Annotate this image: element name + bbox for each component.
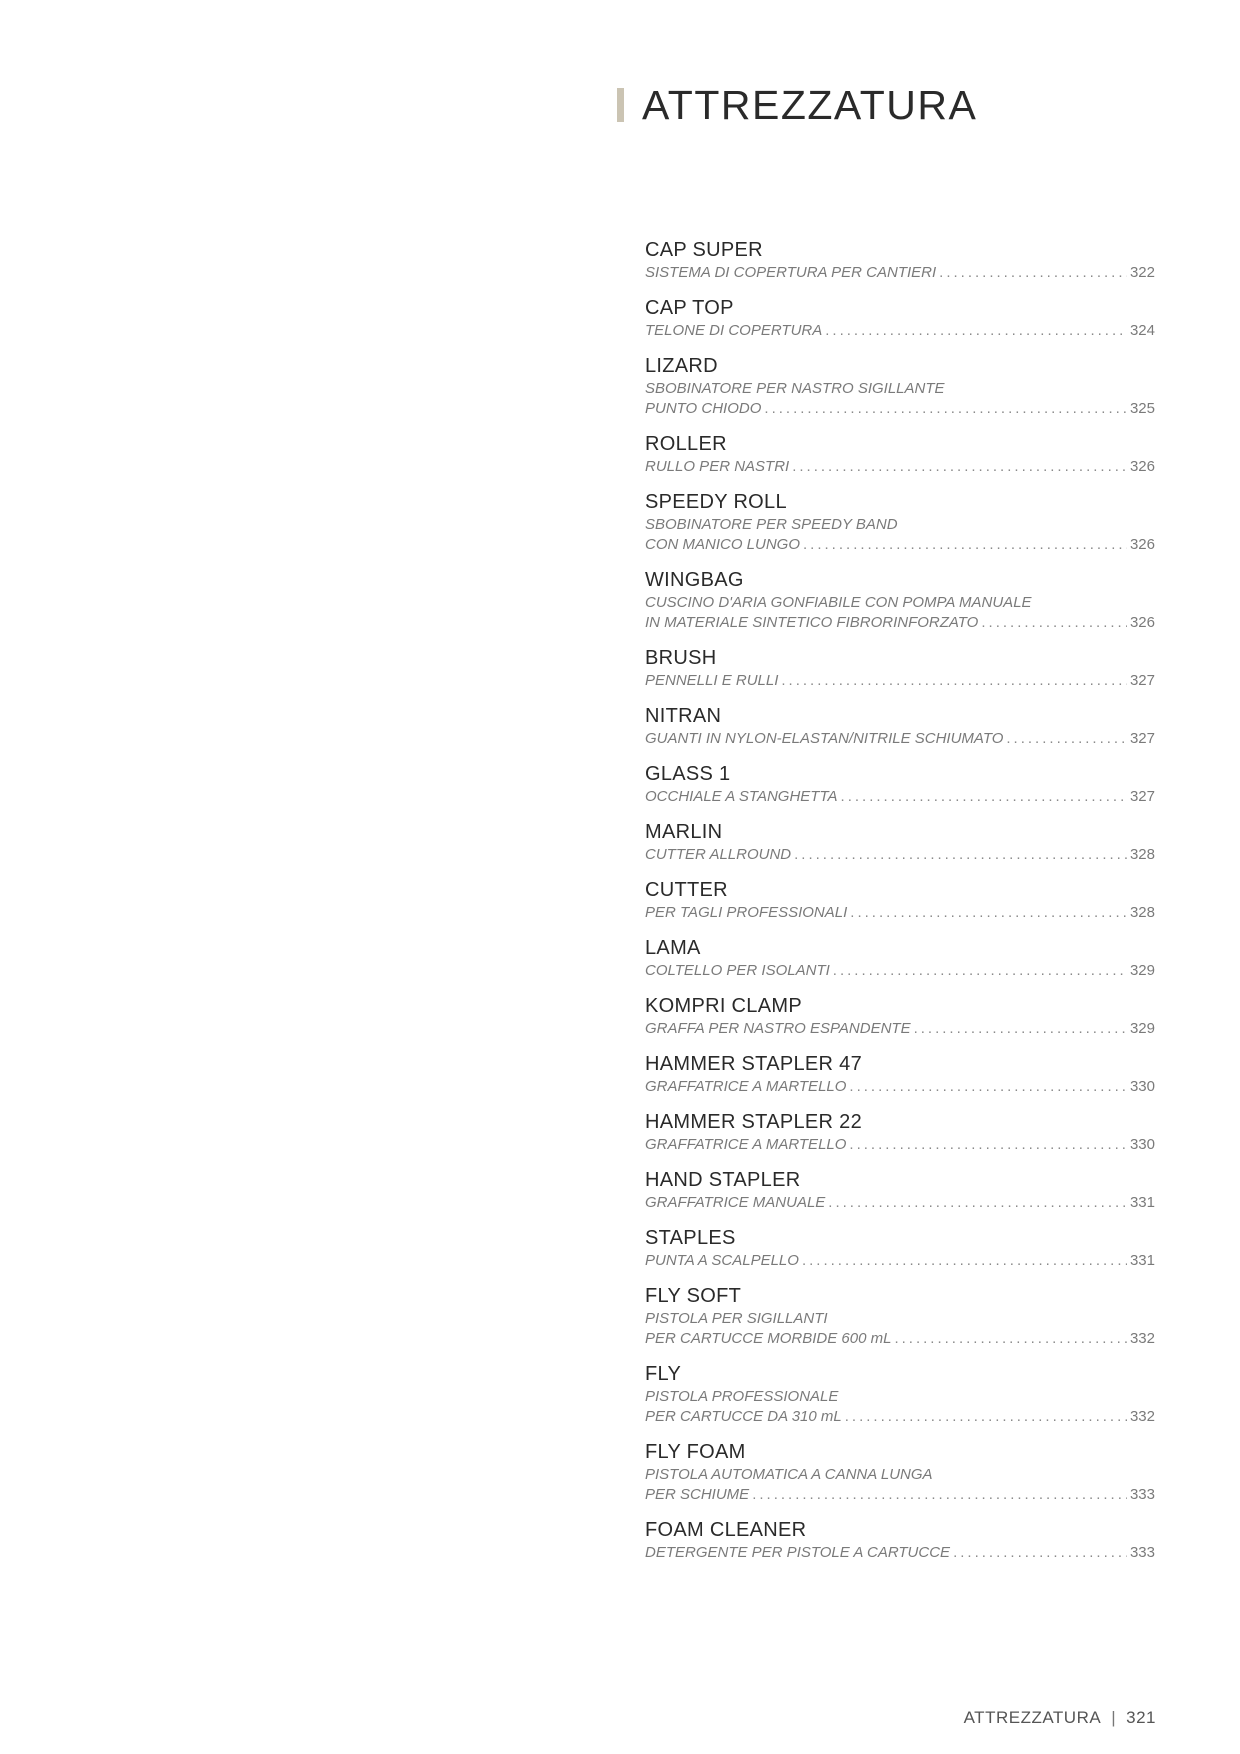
toc-entry-description-line: PER CARTUCCE MORBIDE 600 mL <box>645 1330 892 1347</box>
toc-entry-description <box>645 961 1155 981</box>
toc-entry-description-line: PENNELLI E RULLI <box>645 672 779 689</box>
toc-entry-description-line: PUNTO CHIODO <box>645 400 762 417</box>
toc-entry-description <box>645 379 1155 419</box>
toc-entry[interactable] <box>645 1284 1155 1349</box>
toc-entry[interactable] <box>645 238 1155 283</box>
toc-entry-title: FLY <box>645 1363 682 1385</box>
toc-entry-title: HAMMER STAPLER 22 <box>645 1111 863 1133</box>
toc-entry-page-number[interactable]: 324 <box>1129 322 1155 339</box>
toc-entry-description <box>645 1193 1155 1213</box>
toc-entry-title: HAND STAPLER <box>645 1169 801 1191</box>
toc-entry-leader-row <box>645 1193 1155 1213</box>
toc-entry-description <box>645 1019 1155 1039</box>
toc-entry-leader-row <box>645 787 1155 807</box>
toc-entry-description <box>645 457 1155 477</box>
dot-leader <box>825 321 1127 341</box>
toc-entry-title: STAPLES <box>645 1227 736 1249</box>
dot-leader <box>828 1193 1127 1213</box>
page-footer <box>964 1708 1156 1728</box>
toc-entry-title: MARLIN <box>645 821 723 843</box>
toc-entry-page-number[interactable]: 329 <box>1129 1020 1155 1037</box>
toc-entry-page-number[interactable]: 327 <box>1129 672 1155 689</box>
dot-leader <box>764 399 1127 419</box>
toc-entry-description-line: PUNTA A SCALPELLO <box>645 1252 799 1269</box>
toc-entry-title: LAMA <box>645 937 701 959</box>
toc-entry-title: KOMPRI CLAMP <box>645 995 802 1017</box>
footer-separator: | <box>1111 1708 1117 1727</box>
toc-entry-description-line: SBOBINATORE PER SPEEDY BAND <box>645 516 898 533</box>
toc-entry-title: NITRAN <box>645 705 722 727</box>
dot-leader <box>914 1019 1127 1039</box>
toc-entry-description-line: DETERGENTE PER PISTOLE A CARTUCCE <box>645 1544 951 1561</box>
toc-entry-description-line: GUANTI IN NYLON-ELASTAN/NITRILE SCHIUMATO <box>645 730 1004 747</box>
dot-leader <box>845 1407 1127 1427</box>
toc-entry-description-line: PER SCHIUME <box>645 1486 750 1503</box>
toc-entry-title: FLY SOFT <box>645 1285 742 1307</box>
toc-entry-title: FLY FOAM <box>645 1441 746 1463</box>
dot-leader <box>752 1485 1127 1505</box>
toc-entry-page-number[interactable]: 331 <box>1129 1194 1155 1211</box>
toc-entry-description <box>645 321 1155 341</box>
table-of-contents <box>645 238 1155 1576</box>
page-title: ATTREZZATURA <box>642 82 978 128</box>
toc-entry-description <box>645 729 1155 749</box>
dot-leader <box>802 1251 1127 1271</box>
section-header <box>617 82 977 128</box>
toc-entry[interactable] <box>645 762 1155 807</box>
toc-entry-description-line: CUTTER ALLROUND <box>645 846 792 863</box>
toc-entry-page-number[interactable]: 326 <box>1129 458 1155 475</box>
toc-entry-description-line: CUSCINO D'ARIA GONFIABILE CON POMPA MANUALE <box>645 594 1032 611</box>
toc-entry-page-number[interactable]: 330 <box>1129 1078 1155 1095</box>
toc-entry[interactable] <box>645 820 1155 865</box>
toc-entry-page-number[interactable]: 330 <box>1129 1136 1155 1153</box>
toc-entry-description <box>645 263 1155 283</box>
toc-entry-description-line: PISTOLA PROFESSIONALE <box>645 1388 839 1405</box>
toc-entry-description-line: COLTELLO PER ISOLANTI <box>645 962 830 979</box>
toc-entry-description <box>645 593 1155 633</box>
toc-entry-description-line: OCCHIALE A STANGHETTA <box>645 788 838 805</box>
dot-leader <box>1006 729 1127 749</box>
toc-entry[interactable] <box>645 704 1155 749</box>
toc-entry-page-number[interactable]: 328 <box>1129 904 1155 921</box>
toc-entry-description <box>645 845 1155 865</box>
toc-entry-page-number[interactable]: 328 <box>1129 846 1155 863</box>
toc-entry-leader-row <box>645 845 1155 865</box>
toc-entry-leader-row <box>645 535 1155 555</box>
toc-entry-description-line: GRAFFATRICE A MARTELLO <box>645 1136 847 1153</box>
toc-entry-title: LIZARD <box>645 355 718 377</box>
toc-entry-leader-row <box>645 1329 1155 1349</box>
toc-entry-description <box>645 1543 1155 1563</box>
toc-entry[interactable] <box>645 994 1155 1039</box>
toc-entry-description <box>645 671 1155 691</box>
dot-leader <box>841 787 1127 807</box>
toc-entry[interactable] <box>645 878 1155 923</box>
toc-entry-title: SPEEDY ROLL <box>645 491 787 513</box>
toc-entry-leader-row <box>645 961 1155 981</box>
dot-leader <box>781 671 1127 691</box>
toc-entry-page-number[interactable]: 322 <box>1129 264 1155 281</box>
toc-entry-description-line: PISTOLA AUTOMATICA A CANNA LUNGA <box>645 1466 933 1483</box>
toc-entry-leader-row <box>645 903 1155 923</box>
toc-entry-title: CAP TOP <box>645 297 734 319</box>
toc-entry[interactable] <box>645 432 1155 477</box>
toc-entry-page-number[interactable]: 333 <box>1129 1486 1155 1503</box>
toc-entry-title: BRUSH <box>645 647 717 669</box>
toc-entry[interactable] <box>645 354 1155 419</box>
toc-entry-title: FOAM CLEANER <box>645 1519 807 1541</box>
dot-leader <box>850 903 1127 923</box>
toc-entry[interactable] <box>645 296 1155 341</box>
toc-entry-description <box>645 1135 1155 1155</box>
toc-entry-leader-row <box>645 321 1155 341</box>
toc-entry-leader-row <box>645 1485 1155 1505</box>
toc-entry-leader-row <box>645 1135 1155 1155</box>
toc-entry-leader-row <box>645 1407 1155 1427</box>
dot-leader <box>939 263 1127 283</box>
toc-entry-title: WINGBAG <box>645 569 744 591</box>
toc-entry-description-line: PER CARTUCCE DA 310 mL <box>645 1408 842 1425</box>
toc-entry-description-line: GRAFFATRICE MANUALE <box>645 1194 826 1211</box>
toc-entry-page-number[interactable]: 326 <box>1129 536 1155 553</box>
dot-leader <box>792 457 1127 477</box>
toc-entry-leader-row <box>645 613 1155 633</box>
toc-entry[interactable] <box>645 936 1155 981</box>
toc-entry-leader-row <box>645 671 1155 691</box>
toc-entry-description <box>645 515 1155 555</box>
toc-entry-page-number[interactable]: 327 <box>1129 730 1155 747</box>
toc-entry-description <box>645 903 1155 923</box>
dot-leader <box>849 1077 1127 1097</box>
toc-entry-page-number[interactable]: 329 <box>1129 962 1155 979</box>
dot-leader <box>849 1135 1127 1155</box>
toc-entry[interactable] <box>645 646 1155 691</box>
toc-entry-leader-row <box>645 1019 1155 1039</box>
toc-entry-leader-row <box>645 729 1155 749</box>
dot-leader <box>953 1543 1127 1563</box>
dot-leader <box>981 613 1127 633</box>
toc-entry[interactable] <box>645 490 1155 555</box>
toc-entry-page-number[interactable]: 332 <box>1129 1408 1155 1425</box>
toc-entry[interactable] <box>645 1168 1155 1213</box>
toc-entry[interactable] <box>645 1052 1155 1097</box>
toc-entry[interactable] <box>645 1110 1155 1155</box>
toc-entry-description-line: PER TAGLI PROFESSIONALI <box>645 904 848 921</box>
dot-leader <box>794 845 1127 865</box>
toc-entry-page-number[interactable]: 332 <box>1129 1330 1155 1347</box>
toc-entry-description <box>645 787 1155 807</box>
toc-entry-leader-row <box>645 457 1155 477</box>
toc-entry[interactable] <box>645 1440 1155 1505</box>
toc-entry-description <box>645 1251 1155 1271</box>
toc-entry-description-line: RULLO PER NASTRI <box>645 458 790 475</box>
toc-entry[interactable] <box>645 1518 1155 1563</box>
toc-entry-title: GLASS 1 <box>645 763 731 785</box>
toc-entry-page-number[interactable]: 325 <box>1129 400 1155 417</box>
toc-entry[interactable] <box>645 1226 1155 1271</box>
toc-entry-title: CUTTER <box>645 879 728 901</box>
toc-entry-description-line: TELONE DI COPERTURA <box>645 322 823 339</box>
toc-entry-title: ROLLER <box>645 433 727 455</box>
dot-leader <box>894 1329 1127 1349</box>
toc-entry-description <box>645 1465 1155 1505</box>
title-accent-bar <box>617 88 624 122</box>
toc-entry-description <box>645 1077 1155 1097</box>
toc-entry-leader-row <box>645 1251 1155 1271</box>
toc-entry-page-number[interactable]: 327 <box>1129 788 1155 805</box>
toc-entry-page-number[interactable]: 326 <box>1129 614 1155 631</box>
toc-entry-description-line: SISTEMA DI COPERTURA PER CANTIERI <box>645 264 937 281</box>
toc-entry-page-number[interactable]: 333 <box>1129 1544 1155 1561</box>
dot-leader <box>833 961 1127 981</box>
toc-entry-description <box>645 1309 1155 1349</box>
toc-entry[interactable] <box>645 1362 1155 1427</box>
dot-leader <box>803 535 1127 555</box>
toc-entry-description-line: IN MATERIALE SINTETICO FIBRORINFORZATO <box>645 614 979 631</box>
toc-entry-title: CAP SUPER <box>645 239 763 261</box>
footer-page-number: 321 <box>1126 1708 1156 1727</box>
toc-entry-leader-row <box>645 1077 1155 1097</box>
toc-entry-leader-row <box>645 399 1155 419</box>
toc-entry[interactable] <box>645 568 1155 633</box>
toc-entry-page-number[interactable]: 331 <box>1129 1252 1155 1269</box>
toc-entry-description-line: GRAFFATRICE A MARTELLO <box>645 1078 847 1095</box>
toc-entry-description-line: SBOBINATORE PER NASTRO SIGILLANTE <box>645 380 945 397</box>
toc-entry-description <box>645 1387 1155 1427</box>
toc-entry-leader-row <box>645 263 1155 283</box>
toc-entry-description-line: PISTOLA PER SIGILLANTI <box>645 1310 828 1327</box>
toc-entry-title: HAMMER STAPLER 47 <box>645 1053 863 1075</box>
footer-section-label: ATTREZZATURA <box>963 1708 1102 1727</box>
toc-entry-description-line: CON MANICO LUNGO <box>645 536 801 553</box>
toc-entry-leader-row <box>645 1543 1155 1563</box>
toc-entry-description-line: GRAFFA PER NASTRO ESPANDENTE <box>645 1020 911 1037</box>
